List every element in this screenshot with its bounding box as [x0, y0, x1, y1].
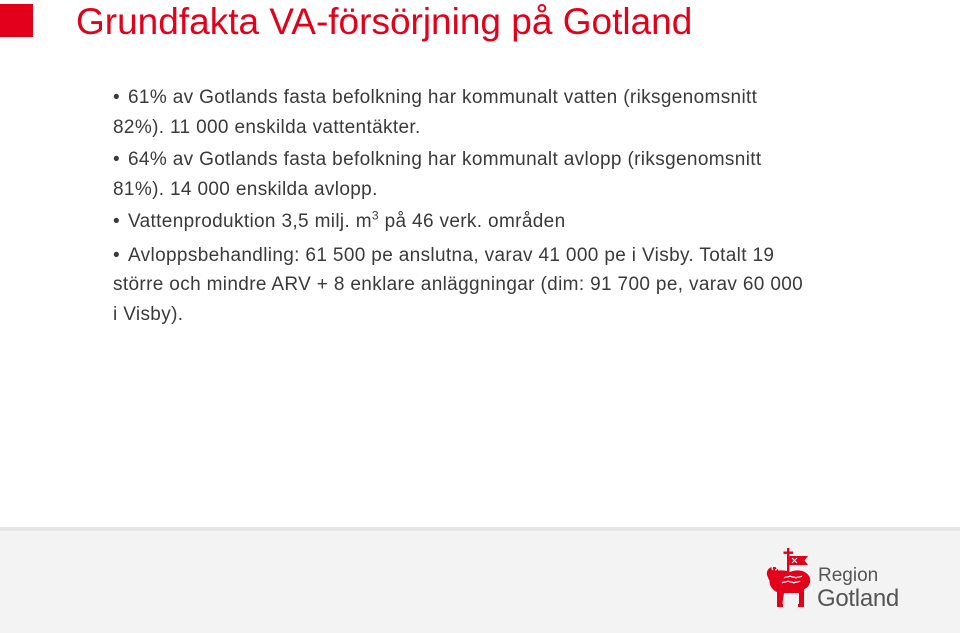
bullet-text: Vattenproduktion 3,5 milj. m [128, 211, 372, 232]
gotland-ram-logo-icon [764, 548, 816, 614]
bullet-marker: • [113, 149, 121, 170]
bullet-list [113, 83, 813, 332]
bullet-text: Avloppsbehandling: 61 500 pe anslutna, varav 41 000 pe i Visby. Totalt 19 större och mindre ARV + 8 enklare anläggningar (dim: 91 700 pe, varav 60 000 i Visby). [113, 244, 804, 325]
superscript: 3 [371, 208, 379, 223]
bullet-text-continued: på 46 verk. områden [378, 211, 566, 232]
bullet-marker: • [113, 87, 121, 108]
list-item [113, 241, 813, 330]
list-item [113, 207, 813, 237]
bullet-text: 61% av Gotlands fasta befolkning har kommunalt vatten (riksgenomsnitt 82%). 11 000 enskilda vattentäkter. [113, 87, 758, 138]
region-gotland-logo [764, 548, 924, 618]
bullet-text: 64% av Gotlands fasta befolkning har kommunalt avlopp (riksgenomsnitt 81%). 14 000 enskilda avlopp. [113, 149, 762, 200]
page-title: Grundfakta VA-försörjning på Gotland [76, 1, 693, 42]
list-item [113, 145, 813, 204]
bullet-marker: • [113, 211, 121, 232]
bullet-marker: • [113, 244, 121, 266]
corner-accent-square [0, 4, 33, 37]
logo-text-region: Region [818, 565, 879, 586]
list-item [113, 83, 813, 142]
logo-text-gotland: Gotland [817, 585, 899, 612]
